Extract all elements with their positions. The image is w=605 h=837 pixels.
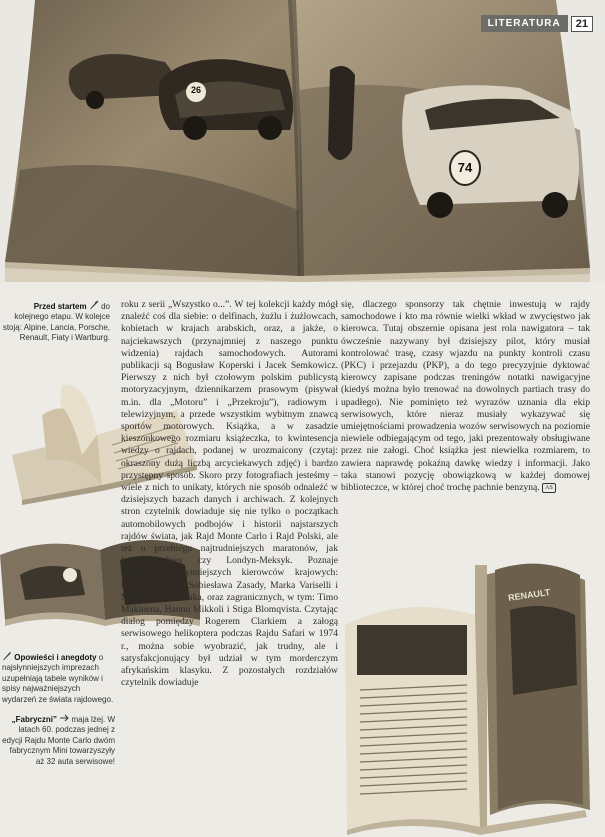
- caption-factory-title: „Fabryczni”: [11, 715, 57, 724]
- caption-factory-text: maja lżej. W latach 60. podczas jednej z edycji Rajdu Monte Carlo dwóm fabrycznym Mini towarzyszyły aż 32 auta serwisowe!: [2, 715, 115, 766]
- caption-start: [2, 300, 110, 344]
- quill-icon: [2, 651, 12, 661]
- article-column-2-text: się, dlaczego sponsorzy tak chętnie inwestują w rajdy samochodowe i kto ma równie wielki wkład w zwycięstwo jak kierowca. Tutaj obszernie opisana jest rola nawigatora – tak ówcześnie nazywany był dzisiejszy pilot, który musiał kontrolować trasę, czasy wjazdu na punkty kontroli czasu (PKC) i przejazdu (PKP), a do tego precyzyjnie dyktować kierowcy zapisane podczas treningów notatki nawigacyjne (kiedyś można było trenować na dowolnych partiach trasy do upadłego). Nie pominięto też wyrazów uznania dla ekip serwisowych, które nieraz musiały wykazywać się umiejętnościami prowadzenia wozów serwisowych na poziomie niewiele odbiegającym od tego, jaki prezentowały obsługiwane przez nie załogi. Choć książka jest niewielka rozmiarem, to zawiera naprawdę pokaźną dawkę wiedzy i informacji. Jako taka stanowi pozycję obowiązkową w każdej domowej biblioteczce, w której choć trochę pachnie benzyną.: [341, 299, 590, 494]
- caption-start-text: do kolejnego etapu. W kolejce stoją: Alpine, Lancia, Porsche, Renault, Fiaty i Wartburg.: [2, 302, 110, 343]
- caption-stories-text: o najsłynniejszych imprezach uzupełniają tabele wyników i spisy najważniejszych wydarzeń ze świata rajdowego.: [2, 653, 114, 704]
- caption-stories-title: Opowieści i anegdoty: [14, 653, 97, 662]
- arrow-icon: [59, 713, 69, 723]
- section-label: LITERATURA: [481, 15, 568, 32]
- article-column-2: [341, 299, 590, 494]
- car-number-right: 74: [457, 160, 473, 175]
- caption-stories: [2, 651, 115, 705]
- caption-factory: [2, 713, 115, 767]
- quill-icon: [89, 300, 99, 310]
- end-mark: AS: [542, 483, 556, 493]
- hero-book-photo: [0, 0, 605, 282]
- book-product-photo: [335, 555, 600, 835]
- section-header: [481, 15, 593, 32]
- renault-label: RENAULT: [507, 587, 551, 603]
- article-column-1: roku z serii „Wszystko o...”. W tej kolekcji każdy mógł znaleźć coś dla siebie: o delfinach, żużlu i żużlowcach, kobietach w krajach arabskich, oraz, a jakże, o najciekawszych (przynajmniej z naszego punktu widzenia) rajdach samochodowych. Autorami publikacji są Bogusław Koperski i Jacek Semkowicz. Pierwszy z nich był czołowym polskim publicystą motoryzacyjnym, dziennikarzem prasowym (pisywał m.in. dla „Motoru” i „Przekroju”), radiowym i telewizyjnym, a przede wszystkim wybitnym znawcą sportów motorowych. Książka, a w zasadzie kieszonkowego rozmiaru książeczka, to kwintesencja wiedzy o rajdach, podanej w urozmaicony (czytaj: okraszony dużą liczbą arcyciekawych zdjęć) i bardzo przystępny sposób. Skoro przy fotografiach jesteśmy – wiele z nich to unikaty, których nie sposób odnaleźć w dzisiejszych bazach danych i archiwach. Z kolejnych stron czytelnik dowiaduje się nie tylko o początkach automobilowych podbojów i historii najstarszych rajdów świata, jak Rajd Monte Carlo i Rajd Polski, ale też o przebiegu najtrudniejszych maratonów, jak Londyn-Sydney czy Londyn-Meksyk. Poznaje nazwiska najsłynniejszych kierowców krajowych: Roberta Muchy, Sobiesława Zasady, Marka Variselli i Macieja Stawowiaka, oraz zagranicznych, w tym: Timo Mäkinena, Hannu Mikkoli i Stiga Blomqvista. Czytając dialog pomiędzy Rogerem Clarkiem a załogą serwisowego helikoptera podczas Rajdu Safari w 1974 r., można sobie wyobrazić, jak trudny, ale i satysfakcjonujący był udział w tym morderczym afrykańskim klasyku. Z pozostałych rozdziałów czytelnik dowiaduje: [121, 299, 338, 689]
- page-number: 21: [571, 16, 593, 32]
- caption-start-title: Przed startem: [33, 302, 87, 311]
- car-number-left: 26: [190, 85, 201, 95]
